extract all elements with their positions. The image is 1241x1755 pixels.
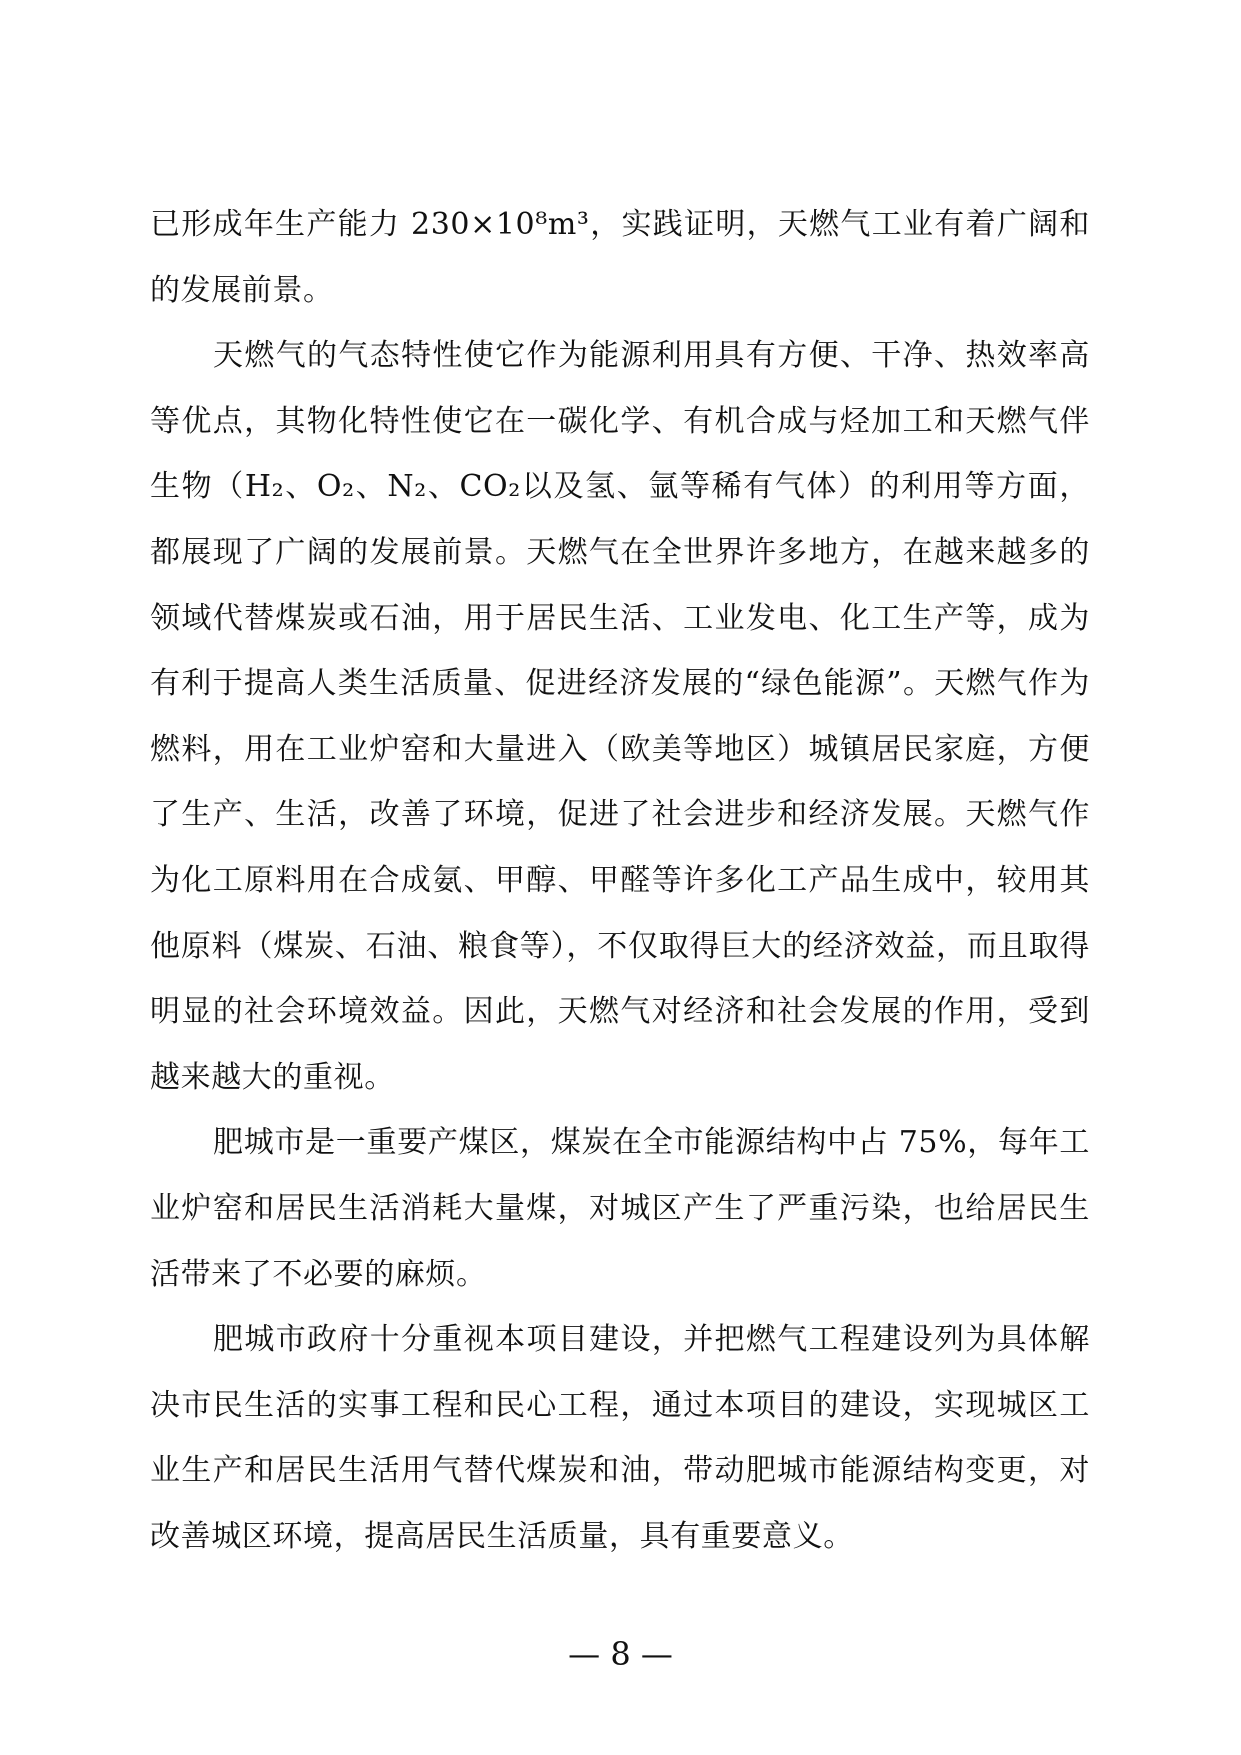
paragraph-feicheng-coal: 肥城市是一重要产煤区，煤炭在全市能源结构中占 75%，每年工业炉窑和居民生活消耗大量煤，对城区产生了严重污染，也给居民生活带来了不必要的麻烦。 bbox=[150, 1125, 1090, 1292]
paragraph-continuation: 已形成年生产能力 230×10⁸m³，实践证明，天燃气工业有着广阔和的发展前景。 bbox=[150, 207, 1090, 308]
page-number: — 8 — bbox=[568, 1635, 673, 1673]
document-body bbox=[150, 192, 1090, 1569]
paragraph-natural-gas-advantages: 天燃气的气态特性使它作为能源利用具有方便、干净、热效率高等优点，其物化特性使它在一碳化学、有机合成与烃加工和天燃气伴生物（H₂、O₂、N₂、CO₂以及氢、氩等稀有气体）的利用等方面，都展现了广阔的发展前景。天燃气在全世界许多地方，在越来越多的领域代替煤炭或石油，用于居民生活、工业发电、化工生产等，成为有利于提高人类生活质量、促进经济发展的“绿色能源”。天燃气作为燃料，用在工业炉窑和大量进入（欧美等地区）城镇居民家庭，方便了生产、生活，改善了环境，促进了社会进步和经济发展。天燃气作为化工原料用在合成氨、甲醇、甲醛等许多化工产品生成中，较用其他原料（煤炭、石油、粮食等），不仅取得巨大的经济效益，而且取得明显的社会环境效益。因此，天燃气对经济和社会发展的作用，受到越来越大的重视。 bbox=[150, 338, 1090, 1095]
paragraph-government-project: 肥城市政府十分重视本项目建设，并把燃气工程建设列为具体解决市民生活的实事工程和民心工程，通过本项目的建设，实现城区工业生产和居民生活用气替代煤炭和油，带动肥城市能源结构变更，对改善城区环境，提高居民生活质量，具有重要意义。 bbox=[150, 1322, 1090, 1554]
